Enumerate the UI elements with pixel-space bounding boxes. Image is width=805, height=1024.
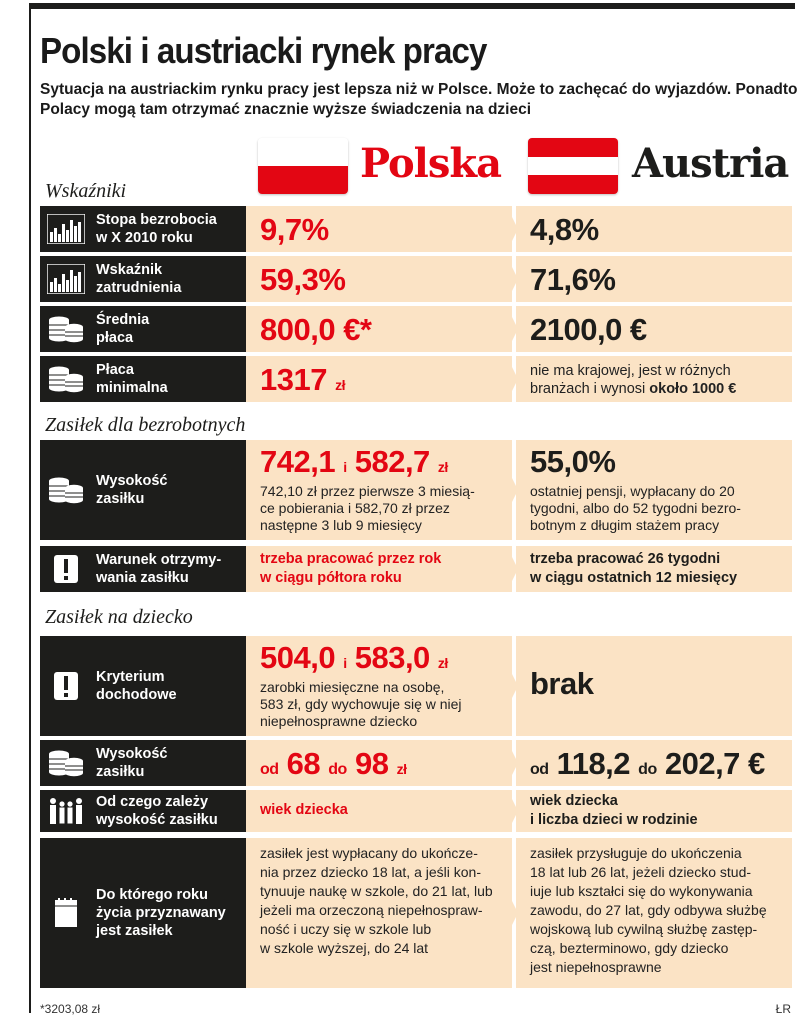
row-average-salary bbox=[40, 306, 792, 352]
row-label: Wskaźnik zatrudnienia bbox=[40, 256, 252, 302]
austria-flag-icon bbox=[528, 138, 618, 194]
desc-poland: zarobki miesięczne na osobę, 583 zł, gdy wychowuje się w niej niepełnosprawne dziecko bbox=[260, 679, 462, 729]
cell-poland bbox=[246, 306, 512, 352]
value-austria: od 118,2 do 202,7 € bbox=[530, 746, 765, 781]
family-icon bbox=[47, 796, 85, 826]
bar-chart-icon bbox=[47, 214, 85, 244]
value-poland: 1317 zł bbox=[260, 362, 345, 397]
value-austria: nie ma krajowej, jest w różnych branżach i wynosi około 1000 € bbox=[530, 363, 737, 397]
country-poland: Polska bbox=[360, 140, 502, 187]
coins-icon bbox=[47, 748, 85, 778]
cell-poland bbox=[246, 546, 512, 592]
cell-austria bbox=[516, 546, 792, 592]
coins-icon bbox=[47, 314, 85, 344]
row-income-criterion bbox=[40, 636, 792, 736]
page-subtitle: Sytuacja na austriackim rynku pracy jest lepsza niż w Polsce. Może to zachęcać do wyjazdów. Ponadto Polacy mogą tam otrzymać znacznie wyższe świadczenia na dzieci bbox=[40, 81, 798, 118]
desc-austria: zasiłek przysługuje do ukończenia 18 lat lub 26 lat, jeżeli dziecko stud- iuje lub kształci się do wykonywania zawodu, do 27 lat, gdy odbywa służbę wojskową lub cywilną służbę zastęp- czą, bezterminowo, gdy dziecko jest niepełnosprawne bbox=[530, 845, 767, 975]
value-poland: 800,0 €* bbox=[260, 312, 372, 347]
value-austria: 2100,0 € bbox=[530, 312, 647, 347]
poland-flag-icon bbox=[258, 138, 348, 194]
row-label: Kryterium dochodowe bbox=[40, 636, 252, 736]
value-poland: 742,1 i 582,7 zł bbox=[260, 444, 448, 479]
row-benefit-condition bbox=[40, 546, 792, 592]
value-poland: 9,7% bbox=[260, 212, 329, 247]
row-label: Wysokość zasiłku bbox=[40, 440, 252, 540]
row-label: Warunek otrzymy- wania zasiłku bbox=[40, 546, 252, 592]
calendar-icon bbox=[47, 898, 85, 928]
value-austria: wiek dziecka i liczba dzieci w rodzinie bbox=[530, 793, 698, 828]
cell-poland bbox=[246, 790, 512, 832]
row-age-limit bbox=[40, 838, 792, 988]
value-austria: 4,8% bbox=[530, 212, 599, 247]
row-label: Wysokość zasiłku bbox=[40, 740, 252, 786]
top-border bbox=[29, 3, 795, 9]
row-child-benefit-amount bbox=[40, 740, 792, 786]
section-child-benefit: Zasiłek na dziecko bbox=[45, 606, 193, 628]
cell-poland bbox=[246, 440, 512, 540]
section-unemployment-benefit: Zasiłek dla bezrobotnych bbox=[45, 414, 246, 436]
cell-austria bbox=[516, 356, 792, 402]
bar-chart-icon bbox=[47, 264, 85, 294]
cell-austria bbox=[516, 256, 792, 302]
row-depends-on bbox=[40, 790, 792, 832]
cell-poland bbox=[246, 636, 512, 736]
cell-austria bbox=[516, 740, 792, 786]
country-austria: Austria bbox=[632, 140, 789, 187]
left-border bbox=[29, 3, 31, 1013]
desc-poland: 742,10 zł przez pierwsze 3 miesią- ce pobierania i 582,70 zł przez następne 3 lub 9 miesięcy bbox=[260, 483, 475, 533]
row-employment-rate bbox=[40, 256, 792, 302]
value-austria: trzeba pracować 26 tygodni w ciągu ostatnich 12 miesięcy bbox=[530, 551, 738, 586]
cell-austria bbox=[516, 838, 792, 988]
value-poland: trzeba pracować przez rok w ciągu półtora roku bbox=[260, 551, 442, 586]
row-label: Stopa bezrobocia w X 2010 roku bbox=[40, 206, 252, 252]
cell-austria bbox=[516, 306, 792, 352]
row-unemployment-rate bbox=[40, 206, 792, 252]
row-minimum-wage bbox=[40, 356, 792, 402]
row-benefit-amount bbox=[40, 440, 792, 540]
desc-poland: zasiłek jest wypłacany do ukończe- nia przez dziecko 18 lat, a jeśli kon- tynuuje naukę w szkole, do 21 lat, lub jeżeli ma orzeczoną niepełnospraw- ność i uczy się w szkole lub w szkole wyższej, do 24 lat bbox=[260, 845, 493, 956]
cell-poland bbox=[246, 206, 512, 252]
cell-poland bbox=[246, 356, 512, 402]
cell-poland bbox=[246, 256, 512, 302]
value-austria: 55,0% bbox=[530, 444, 616, 479]
desc-austria: ostatniej pensji, wypłacany do 20 tygodni, albo do 52 tygodni bezro- botnym z długim stażem pracy bbox=[530, 483, 741, 533]
cell-austria bbox=[516, 440, 792, 540]
exclamation-icon bbox=[47, 554, 85, 584]
row-label: Do którego roku życia przyznawany jest zasiłek bbox=[40, 838, 252, 988]
row-label: Płaca minimalna bbox=[40, 356, 252, 402]
coins-icon bbox=[47, 475, 85, 505]
value-austria: brak bbox=[530, 666, 594, 701]
section-indicators: Wskaźniki bbox=[45, 180, 127, 202]
coins-icon bbox=[47, 364, 85, 394]
row-label: Średnia płaca bbox=[40, 306, 252, 352]
row-label: Od czego zależy wysokość zasiłku bbox=[40, 790, 252, 832]
value-poland: wiek dziecka bbox=[260, 802, 348, 818]
cell-austria bbox=[516, 790, 792, 832]
page-title: Polski i austriacki rynek pracy bbox=[40, 30, 487, 71]
author-credit: ŁR bbox=[775, 1002, 791, 1016]
cell-poland bbox=[246, 838, 512, 988]
exclamation-icon bbox=[47, 671, 85, 701]
value-austria: 71,6% bbox=[530, 262, 616, 297]
cell-poland bbox=[246, 740, 512, 786]
cell-austria bbox=[516, 636, 792, 736]
value-poland: 59,3% bbox=[260, 262, 346, 297]
value-poland: od 68 do 98 zł bbox=[260, 746, 407, 781]
value-poland: 504,0 i 583,0 zł bbox=[260, 640, 448, 675]
footnote: *3203,08 zł bbox=[40, 1002, 101, 1016]
cell-austria bbox=[516, 206, 792, 252]
